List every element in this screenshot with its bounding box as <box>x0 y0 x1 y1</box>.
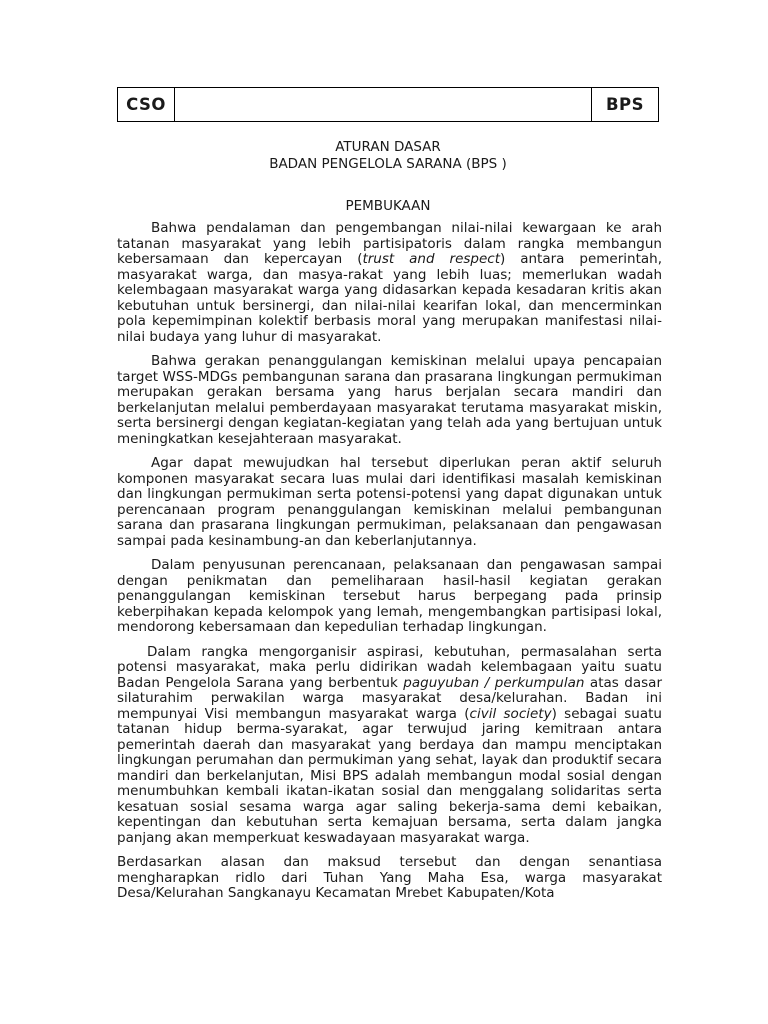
title-line-1: ATURAN DASAR <box>335 139 441 155</box>
italic-phrase: trust and respect <box>362 251 500 267</box>
title-line-2: BADAN PENGELOLA SARANA (BPS ) <box>269 156 507 172</box>
paragraph-5: Dalam rangka mengorganisir aspirasi, kebutuhan, permasalahan serta potensi masyarakat, maka perlu didirikan wadah kelembagaan yaitu suatu Badan Pengelola Sarana yang berbentuk paguyuban / perkumpulan atas dasar silaturahim perwakilan warga masyarakat desa/kelurahan. Badan ini mempunyai Visi membangun masyarakat warga (civil society) sebagai suatu tatanan hidup berma-syarakat, agar terwujud jaring kemitraan antara pemerintah daerah dan masyarakat yang berdaya dan mampu menciptakan lingkungan perumahan dan permukiman yang sehat, layak dan produktif secara mandiri dan berkelanjutan, Misi BPS adalah membangun modal sosial dengan menumbuhkan kembali ikatan-ikatan sosial dan menggalang solidaritas serta kesatuan sosial sesama warga agar saling bekerja-sama demi kebaikan, kepentingan dan kebutuhan serta kemajuan bersama, serta dalam jangka panjang akan memperkuat keswadayaan masyarakat warga. <box>117 643 662 846</box>
paragraph-6: Berdasarkan alasan dan maksud tersebut dan dengan senantiasa mengharapkan ridlo dari Tuhan Yang Maha Esa, warga masyarakat Desa/Kelurahan Sangkanayu Kecamatan Mrebet Kabupaten/Kota <box>117 854 662 901</box>
bps-label: BPS <box>605 95 645 114</box>
header-table <box>117 87 659 122</box>
cso-label: CSO <box>118 88 175 121</box>
paragraph-1: Bahwa pendalaman dan pengembangan nilai-nilai kewargaan ke arah tatanan masyarakat yang lebih partisipatoris dalam rangka membangun kebersamaan dan kepercayan (trust and respect) antara pemerintah, masyarakat warga, dan masya-rakat yang lebih luas; memerlukan wadah kelembagaan masyarakat warga yang didasarkan kepada kesadaran kritis akan kebutuhan untuk bersinergi, dan nilai-nilai kearifan lokal, dan mencerminkan pola kepemimpinan kolektif berbasis moral yang merupakan manifestasi nilai-nilai budaya yang luhur di masyarakat. <box>117 220 663 345</box>
paragraph-2: Bahwa gerakan penanggulangan kemiskinan melalui upaya pencapaian target WSS-MDGs pembangunan sarana dan prasarana lingkungan permukiman merupakan gerakan bersama yang harus berjalan secara mandiri dan berkelanjutan melalui pemberdayaan masyarakat terutama masyarakat miskin, serta bersinergi dengan kegiatan-kegiatan yang telah ada yang bertujuan untuk meningkatkan kesejahteraan masyarakat. <box>117 353 662 447</box>
header-blank-cell <box>175 88 592 121</box>
document-body <box>117 221 662 902</box>
paragraph-3: Agar dapat mewujudkan hal tersebut diperlukan peran aktif seluruh komponen masyarakat secara luas mulai dari identifikasi masalah kemiskinan dan lingkungan permukiman serta potensi-potensi yang dapat digunakan untuk perencanaan program penanggulangan kemiskinan melalui pembangunan sarana dan prasarana lingkungan permukiman, pelaksanaan dan pengawasan sampai pada kesinambung-an dan keberlanjutannya. <box>117 455 662 549</box>
italic-phrase: civil society <box>469 705 552 722</box>
paragraph-4: Dalam penyusunan perencanaan, pelaksanaan dan pengawasan sampai dengan penikmatan dan pemeliharaan hasil-hasil kegiatan gerakan penanggulangan kemiskinan tersebut harus berpegang pada prinsip keberpihakan kepada kelompok yang lemah, mengembangkan partisipasi lokal, mendorong kebersamaan dan kepedulian terhadap lingkungan. <box>117 557 662 635</box>
italic-phrase: paguyuban / perkumpulan <box>403 674 585 691</box>
document-title <box>117 139 659 173</box>
section-heading: PEMBUKAAN <box>345 198 431 214</box>
